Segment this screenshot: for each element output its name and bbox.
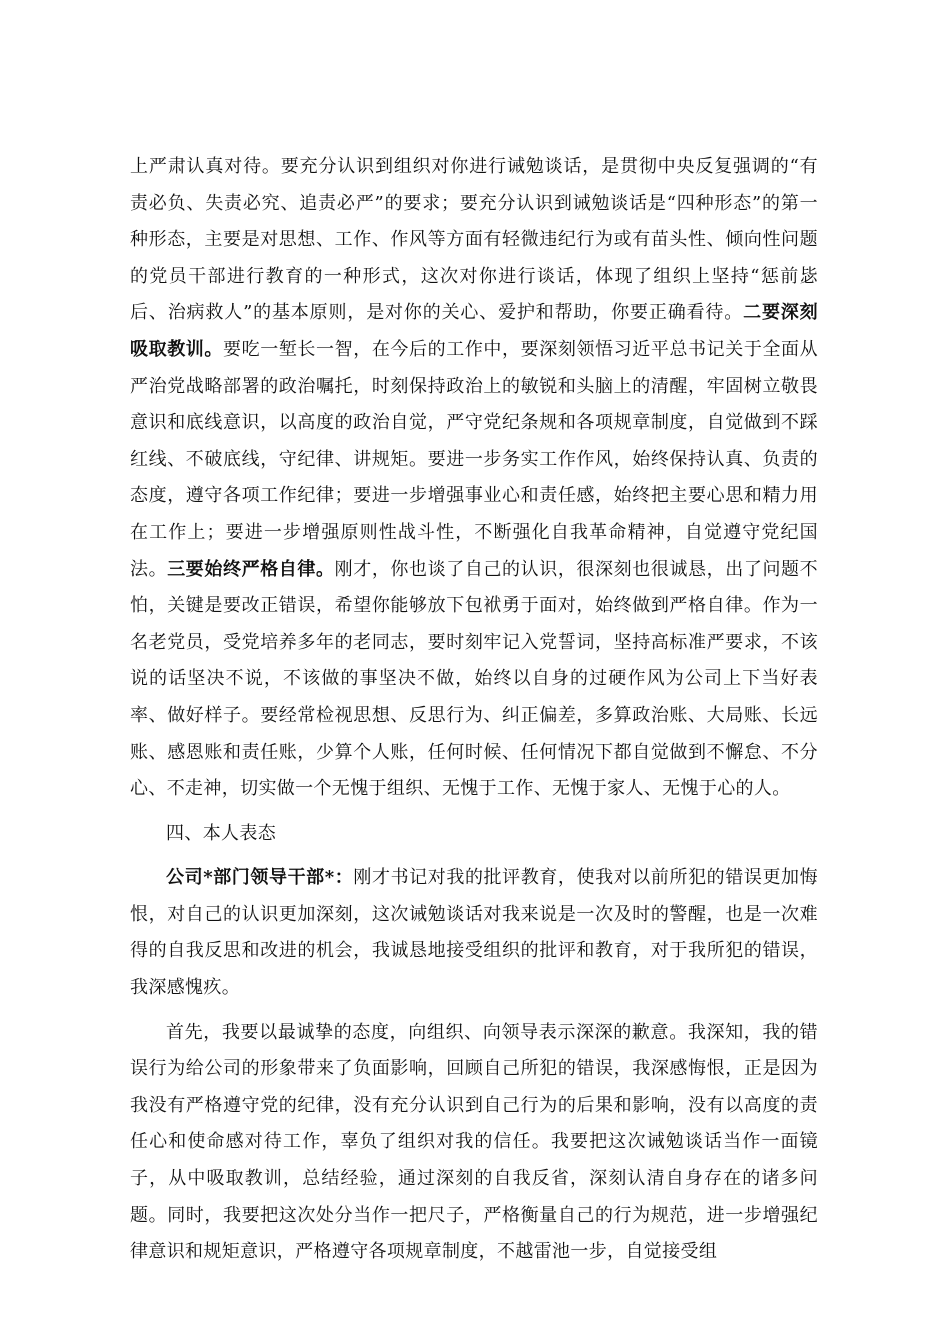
paragraph-text: 刚才书记对我的批评教育，使我对以前所犯的错误更加悔恨，对自己的认识更加深刻，这次诫勉谈话对我来说是一次及时的警醒，也是一次难得的自我反思和改进的机会，我诚恳地接受组织的批评和教育，对于我所犯的错误，我深感愧疚。 bbox=[130, 867, 818, 999]
section-heading: 四、本人表态 bbox=[166, 822, 277, 844]
paragraph-text: 上严肃认真对待。要充分认识到组织对你进行诫勉谈话，是贯彻中央反复强调的“有责必负、失责必究、追责必严”的要求；要充分认识到诫勉谈话是“四种形态”的第一种形态，主要是对思想、工作、作风等方面有轻微违纪行为或有苗头性、倾向性问题的党员干部进行教育的一种形式，这次对你进行谈话，体现了组织上坚持“惩前毖后、治病救人”的基本原则，是对你的关心、爱护和帮助，你要正确看待。 bbox=[130, 156, 818, 324]
point-three-heading: 三要始终严格自律。 bbox=[167, 558, 335, 580]
document-body bbox=[130, 149, 818, 1271]
paragraph-admonition bbox=[130, 149, 818, 808]
paragraph-text: 首先，我要以最诚挚的态度，向组织、向领导表示深深的歉意。我深知，我的错误行为给公司的形象带来了负面影响，回顾自己所犯的错误，我深感悔恨，正是因为我没有严格遵守党的纪律，没有充分认识到自己行为的后果和影响，没有以高度的责任心和使命感对待工作，辜负了组织对我的信任。我要把这次诫勉谈话当作一面镜子，从中吸取教训，总结经验，通过深刻的自我反省，深刻认清自身存在的诸多问题。同时，我要把这次处分当作一把尺子，严格衡量自己的行为规范，进一步增强纪律意识和规矩意识，严格遵守各项规章制度，不越雷池一步，自觉接受组 bbox=[130, 1021, 818, 1263]
paragraph-statement bbox=[130, 860, 818, 1006]
speaker-label: 公司*部门领导干部*： bbox=[166, 867, 354, 889]
paragraph-apology bbox=[130, 1015, 818, 1271]
paragraph-text: 刚才，你也谈了自己的认识，很深刻也很诚恳，出了问题不怕，关键是要改正错误，希望你能够放下包袱勇于面对，始终做到严格自律。作为一名老党员，受党培养多年的老同志，要时刻牢记入党誓词，坚持高标准严要求，不该说的话坚决不说，不该做的事坚决不做，始终以自身的过硬作风为公司上下当好表率、做好样子。要经常检视思想、反思行为、纠正偏差，多算政治账、大局账、长远账、感恩账和责任账，少算个人账，任何时候、任何情况下都自觉做到不懈怠、不分心、不走神，切实做一个无愧于组织、无愧于工作、无愧于家人、无愧于心的人。 bbox=[130, 558, 818, 800]
point-two-heading: 二要深刻吸取教训。 bbox=[130, 302, 818, 360]
paragraph-text: 要吃一堑长一智，在今后的工作中，要深刻领悟习近平总书记关于全面从严治党战略部署的政治嘱托，时刻保持政治上的敏锐和头脑上的清醒，牢固树立敬畏意识和底线意识，以高度的政治自觉，严守党纪条规和各项规章制度，自觉做到不踩红线、不破底线，守纪律、讲规矩。要进一步务实工作作风，始终保持认真、负责的态度，遵守各项工作纪律；要进一步增强事业心和责任感，始终把主要心思和精力用在工作上；要进一步增强原则性战斗性，不断强化自我革命精神，自觉遵守党纪国法。 bbox=[130, 338, 819, 580]
